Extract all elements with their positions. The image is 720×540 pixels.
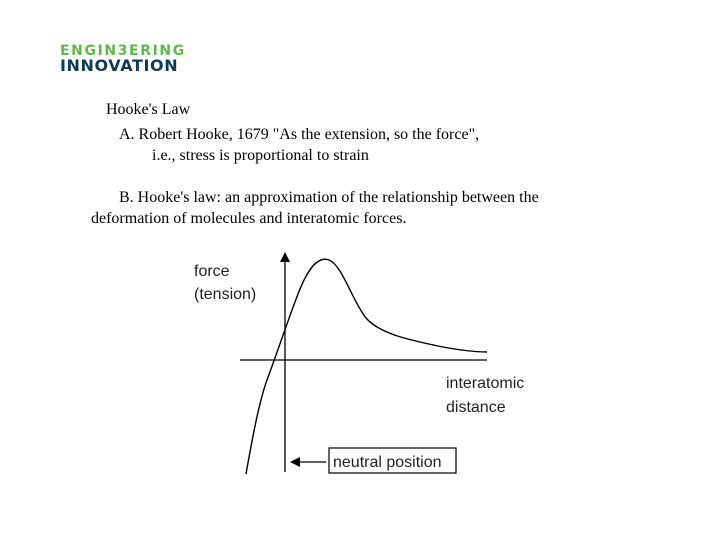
point-a-line-1: A. Robert Hooke, 1679 "As the extension, so the force", — [119, 126, 480, 143]
y-axis-label-line-1: force — [194, 263, 230, 280]
x-axis-label-line-2: distance — [446, 399, 506, 416]
force-curve — [246, 259, 487, 474]
logo-line-innovation: INNOVATION — [60, 56, 179, 75]
logo-line-engineering: ENGIN3ERING — [60, 43, 186, 59]
point-a-line-2: i.e., stress is proportional to strain — [152, 147, 369, 164]
point-b-line-2: deformation of molecules and interatomic forces. — [91, 210, 407, 227]
neutral-position-label: neutral position — [333, 454, 442, 471]
x-axis-label-line-1: interatomic — [446, 375, 525, 392]
y-axis-label-line-2: (tension) — [194, 286, 257, 303]
point-b-line-1: B. Hooke's law: an approximation of the relationship between the — [119, 189, 539, 206]
slide-heading: Hooke's Law — [106, 101, 191, 118]
